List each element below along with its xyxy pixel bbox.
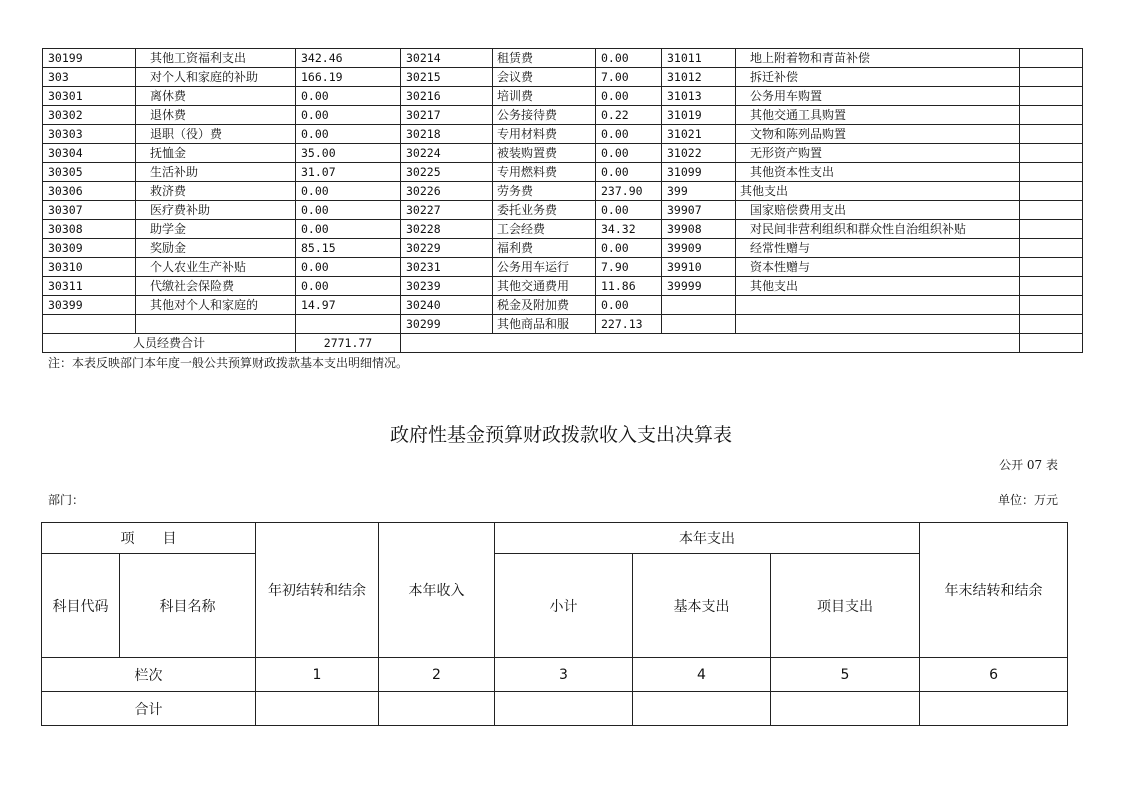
code-cell xyxy=(43,315,136,334)
name-cell: 公务用车运行 xyxy=(493,258,596,277)
table-row xyxy=(43,220,1083,239)
code-cell: 39908 xyxy=(662,220,736,239)
value-cell: 0.00 xyxy=(296,106,401,125)
code-cell: 30310 xyxy=(43,258,136,277)
value-cell xyxy=(1020,296,1083,315)
col-subject-code: 科目代码 xyxy=(42,554,120,658)
code-cell: 30301 xyxy=(43,87,136,106)
name-cell: 退休费 xyxy=(136,106,296,125)
unit-label: 单位：万元 xyxy=(997,493,1058,507)
value-cell xyxy=(1020,125,1083,144)
code-cell: 30305 xyxy=(43,163,136,182)
value-cell xyxy=(1020,49,1083,68)
code-cell: 39910 xyxy=(662,258,736,277)
value-cell: 0.00 xyxy=(596,49,662,68)
total-cell xyxy=(771,692,920,726)
value-cell: 0.00 xyxy=(596,87,662,106)
value-cell: 0.00 xyxy=(596,144,662,163)
code-cell: 30399 xyxy=(43,296,136,315)
code-cell: 303 xyxy=(43,68,136,87)
row-total-label: 合计 xyxy=(42,692,256,726)
code-cell: 30304 xyxy=(43,144,136,163)
code-cell: 30228 xyxy=(401,220,493,239)
name-cell: 无形资产购置 xyxy=(736,144,1020,163)
value-cell: 85.15 xyxy=(296,239,401,258)
name-cell xyxy=(736,296,1020,315)
code-cell: 30306 xyxy=(43,182,136,201)
col-income: 本年收入 xyxy=(379,523,495,658)
value-cell xyxy=(1020,258,1083,277)
value-cell: 342.46 xyxy=(296,49,401,68)
value-cell xyxy=(1020,277,1083,296)
value-cell: 0.00 xyxy=(296,201,401,220)
seq-cell: 1 xyxy=(256,658,379,692)
name-cell: 专用燃料费 xyxy=(493,163,596,182)
table-row xyxy=(43,239,1083,258)
table-row xyxy=(43,49,1083,68)
name-cell: 医疗费补助 xyxy=(136,201,296,220)
code-cell: 30227 xyxy=(401,201,493,220)
total-cell xyxy=(379,692,495,726)
row-seq-label: 栏次 xyxy=(42,658,256,692)
code-cell: 30218 xyxy=(401,125,493,144)
code-cell: 30302 xyxy=(43,106,136,125)
code-cell: 30217 xyxy=(401,106,493,125)
value-cell: 31.07 xyxy=(296,163,401,182)
value-cell xyxy=(1020,163,1083,182)
value-cell xyxy=(296,315,401,334)
code-cell: 399 xyxy=(662,182,736,201)
code-cell: 30240 xyxy=(401,296,493,315)
name-cell: 公务接待费 xyxy=(493,106,596,125)
name-cell: 培训费 xyxy=(493,87,596,106)
name-cell xyxy=(136,315,296,334)
name-cell: 对个人和家庭的补助 xyxy=(136,68,296,87)
code-cell: 30239 xyxy=(401,277,493,296)
name-cell: 公务用车购置 xyxy=(736,87,1020,106)
name-cell: 委托业务费 xyxy=(493,201,596,220)
code-cell: 30308 xyxy=(43,220,136,239)
code-cell: 31013 xyxy=(662,87,736,106)
table-row xyxy=(43,144,1083,163)
name-cell: 退职（役）费 xyxy=(136,125,296,144)
col-project-expense: 项目支出 xyxy=(771,554,920,658)
value-cell: 0.00 xyxy=(596,125,662,144)
value-cell: 237.90 xyxy=(596,182,662,201)
value-cell: 11.86 xyxy=(596,277,662,296)
name-cell: 代缴社会保险费 xyxy=(136,277,296,296)
name-cell: 对民间非营利组织和群众性自治组织补贴 xyxy=(736,220,1020,239)
seq-cell: 5 xyxy=(771,658,920,692)
name-cell: 拆迁补偿 xyxy=(736,68,1020,87)
code-cell: 39909 xyxy=(662,239,736,258)
total-cell xyxy=(920,692,1068,726)
code-cell: 30309 xyxy=(43,239,136,258)
code-cell: 30215 xyxy=(401,68,493,87)
code-cell: 30229 xyxy=(401,239,493,258)
name-cell: 其他交通工具购置 xyxy=(736,106,1020,125)
seq-cell: 2 xyxy=(379,658,495,692)
total-cell xyxy=(633,692,771,726)
table-row xyxy=(43,277,1083,296)
value-cell: 0.00 xyxy=(596,296,662,315)
value-cell xyxy=(1020,239,1083,258)
name-cell: 救济费 xyxy=(136,182,296,201)
value-cell xyxy=(1020,144,1083,163)
col-subtotal: 小计 xyxy=(495,554,633,658)
code-cell: 39999 xyxy=(662,277,736,296)
name-cell: 经常性赠与 xyxy=(736,239,1020,258)
value-cell xyxy=(1020,182,1083,201)
code-cell: 31099 xyxy=(662,163,736,182)
value-cell xyxy=(1020,220,1083,239)
table-note: 注：本表反映部门本年度一般公共预算财政拨款基本支出明细情况。 xyxy=(48,356,409,370)
col-subject-name: 科目名称 xyxy=(120,554,256,658)
code-cell: 31012 xyxy=(662,68,736,87)
name-cell: 被装购置费 xyxy=(493,144,596,163)
code-cell: 31022 xyxy=(662,144,736,163)
value-cell xyxy=(1020,87,1083,106)
code-cell: 30231 xyxy=(401,258,493,277)
value-cell: 0.00 xyxy=(596,163,662,182)
value-cell xyxy=(1020,201,1083,220)
code-cell: 30299 xyxy=(401,315,493,334)
name-cell: 会议费 xyxy=(493,68,596,87)
name-cell xyxy=(736,315,1020,334)
table-row xyxy=(43,201,1083,220)
name-cell: 国家赔偿费用支出 xyxy=(736,201,1020,220)
name-cell: 文物和陈列品购置 xyxy=(736,125,1020,144)
name-cell: 劳务费 xyxy=(493,182,596,201)
name-cell: 助学金 xyxy=(136,220,296,239)
table-row xyxy=(43,315,1083,334)
code-cell: 30216 xyxy=(401,87,493,106)
value-cell: 0.00 xyxy=(296,277,401,296)
total-value: 2771.77 xyxy=(296,334,401,353)
name-cell: 地上附着物和青苗补偿 xyxy=(736,49,1020,68)
seq-cell: 4 xyxy=(633,658,771,692)
table-row xyxy=(43,163,1083,182)
name-cell: 其他对个人和家庭的 xyxy=(136,296,296,315)
code-cell: 30225 xyxy=(401,163,493,182)
total-row xyxy=(43,334,1083,353)
name-cell: 其他交通费用 xyxy=(493,277,596,296)
seq-cell: 3 xyxy=(495,658,633,692)
value-cell xyxy=(1020,106,1083,125)
table-row xyxy=(43,68,1083,87)
name-cell: 其他商品和服 xyxy=(493,315,596,334)
col-expense-group: 本年支出 xyxy=(495,523,920,554)
seq-cell: 6 xyxy=(920,658,1068,692)
col-end-balance: 年末结转和结余 xyxy=(920,523,1068,658)
value-cell: 34.32 xyxy=(596,220,662,239)
form-code: 公开 07 表 xyxy=(999,458,1058,472)
code-cell: 31019 xyxy=(662,106,736,125)
value-cell: 7.00 xyxy=(596,68,662,87)
name-cell: 离休费 xyxy=(136,87,296,106)
value-cell: 0.00 xyxy=(596,239,662,258)
value-cell: 0.00 xyxy=(296,182,401,201)
expense-detail-table xyxy=(42,48,1083,353)
name-cell: 其他工资福利支出 xyxy=(136,49,296,68)
value-cell xyxy=(1020,68,1083,87)
col-basic-expense: 基本支出 xyxy=(633,554,771,658)
code-cell: 30199 xyxy=(43,49,136,68)
value-cell: 227.13 xyxy=(596,315,662,334)
value-cell: 0.00 xyxy=(296,220,401,239)
code-cell: 31021 xyxy=(662,125,736,144)
value-cell: 7.90 xyxy=(596,258,662,277)
table-row xyxy=(43,106,1083,125)
department-label: 部门： xyxy=(48,493,85,507)
total-cell xyxy=(256,692,379,726)
value-cell: 166.19 xyxy=(296,68,401,87)
name-cell: 租赁费 xyxy=(493,49,596,68)
fund-budget-table xyxy=(41,522,1068,726)
col-begin-balance: 年初结转和结余 xyxy=(256,523,379,658)
item-header: 项 目 xyxy=(42,523,256,554)
code-cell: 30226 xyxy=(401,182,493,201)
table-row xyxy=(43,258,1083,277)
table-row xyxy=(43,296,1083,315)
value-cell: 0.22 xyxy=(596,106,662,125)
name-cell: 个人农业生产补贴 xyxy=(136,258,296,277)
table-row xyxy=(43,125,1083,144)
empty-cell xyxy=(401,334,1020,353)
name-cell: 专用材料费 xyxy=(493,125,596,144)
code-cell: 30224 xyxy=(401,144,493,163)
value-cell: 0.00 xyxy=(296,125,401,144)
page-title: 政府性基金预算财政拨款收入支出决算表 xyxy=(389,424,732,446)
name-cell: 工会经费 xyxy=(493,220,596,239)
code-cell: 30214 xyxy=(401,49,493,68)
value-cell: 35.00 xyxy=(296,144,401,163)
value-cell: 0.00 xyxy=(296,87,401,106)
name-cell: 其他资本性支出 xyxy=(736,163,1020,182)
total-cell xyxy=(495,692,633,726)
value-cell: 0.00 xyxy=(596,201,662,220)
name-cell: 资本性赠与 xyxy=(736,258,1020,277)
table-row xyxy=(43,87,1083,106)
name-cell: 税金及附加费 xyxy=(493,296,596,315)
name-cell: 其他支出 xyxy=(736,277,1020,296)
code-cell xyxy=(662,296,736,315)
name-cell: 奖励金 xyxy=(136,239,296,258)
name-cell: 其他支出 xyxy=(736,182,1020,201)
total-label: 人员经费合计 xyxy=(43,334,296,353)
empty-cell xyxy=(1020,334,1083,353)
code-cell: 31011 xyxy=(662,49,736,68)
value-cell xyxy=(1020,315,1083,334)
code-cell xyxy=(662,315,736,334)
code-cell: 30311 xyxy=(43,277,136,296)
table-row xyxy=(43,182,1083,201)
value-cell: 0.00 xyxy=(296,258,401,277)
name-cell: 生活补助 xyxy=(136,163,296,182)
code-cell: 30303 xyxy=(43,125,136,144)
code-cell: 30307 xyxy=(43,201,136,220)
code-cell: 39907 xyxy=(662,201,736,220)
name-cell: 福利费 xyxy=(493,239,596,258)
name-cell: 抚恤金 xyxy=(136,144,296,163)
value-cell: 14.97 xyxy=(296,296,401,315)
